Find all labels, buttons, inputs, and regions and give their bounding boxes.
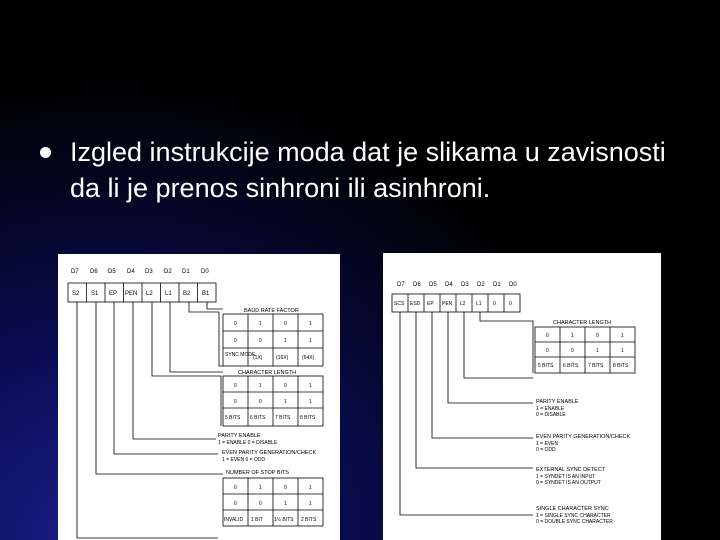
parity-enable-line: 1 = ENABLE bbox=[536, 406, 565, 412]
bit-label: D6 bbox=[413, 282, 421, 288]
cell: INVALID bbox=[224, 517, 244, 523]
cell: 1 bbox=[259, 321, 262, 327]
even-parity-title: EVEN PARITY GENERATION/CHECK bbox=[536, 434, 631, 440]
cell: 2 BITS bbox=[301, 517, 317, 523]
cell: 7 BITS bbox=[275, 415, 291, 421]
bit-name: 0 bbox=[509, 301, 512, 307]
cell: 0 bbox=[234, 338, 237, 344]
bit-label: D7 bbox=[71, 269, 79, 275]
cell: 0 bbox=[234, 321, 237, 327]
bit-name: ESD bbox=[410, 301, 421, 307]
bit-label: D0 bbox=[201, 269, 209, 275]
bit-label: D5 bbox=[108, 269, 116, 275]
cell: 0 bbox=[234, 399, 237, 405]
bit-label: D1 bbox=[493, 282, 501, 288]
parity-enable-title: PARITY ENABLE bbox=[218, 433, 261, 439]
async-mode-figure bbox=[58, 254, 340, 540]
cell: 0 bbox=[596, 333, 599, 339]
cell: (16X) bbox=[276, 355, 289, 361]
single-sync-title: SINGLE CHARACTER SYNC bbox=[536, 506, 609, 512]
async-mode-diagram bbox=[58, 254, 340, 540]
cell: 1 bbox=[284, 338, 287, 344]
bit-name: PEN bbox=[442, 301, 453, 307]
cell: 0 bbox=[234, 383, 237, 389]
bit-label: D2 bbox=[164, 269, 172, 275]
bit-name: EP bbox=[109, 291, 118, 297]
cell: 1 bbox=[259, 485, 262, 491]
bit-label: D0 bbox=[509, 282, 517, 288]
bit-label: D4 bbox=[445, 282, 453, 288]
cell: 7 BITS bbox=[588, 363, 604, 369]
even-parity-line: 0 = ODD bbox=[536, 447, 556, 453]
even-parity-title: EVEN PARITY GENERATION/CHECK bbox=[222, 450, 317, 456]
cell: 0 bbox=[259, 399, 262, 405]
bit-label: D3 bbox=[461, 282, 469, 288]
bit-name: S2 bbox=[72, 291, 80, 297]
cell: 1 bbox=[309, 321, 312, 327]
bit-name: S1 bbox=[91, 291, 99, 297]
bit-name: 0 bbox=[493, 301, 496, 307]
bit-name: EP bbox=[427, 301, 434, 307]
bit-label: D2 bbox=[477, 282, 485, 288]
cell: 1 bbox=[309, 501, 312, 507]
cell: 1 bbox=[284, 501, 287, 507]
even-parity-line: 1 = EVEN bbox=[536, 441, 559, 447]
cell: 5 BITS bbox=[538, 363, 554, 369]
cell: 1 bbox=[309, 383, 312, 389]
single-sync-line: 1 = SINGLE SYNC CHARACTER bbox=[536, 513, 611, 519]
cell: 1 bbox=[621, 333, 624, 339]
sync-mode-label: SYNC MODE bbox=[225, 352, 256, 358]
single-sync-line: 0 = DOUBLE SYNC CHARACTER bbox=[536, 519, 613, 525]
cell: 1 BIT bbox=[251, 517, 263, 523]
cell: 0 bbox=[259, 501, 262, 507]
cell: 5 BITS bbox=[225, 415, 241, 421]
char-length-title: CHARACTER LENGTH bbox=[238, 370, 297, 376]
cell: 1 bbox=[309, 399, 312, 405]
cell: 1 bbox=[309, 485, 312, 491]
cell: 0 bbox=[234, 501, 237, 507]
cell: 6 BITS bbox=[250, 415, 266, 421]
bit-label: D6 bbox=[90, 269, 98, 275]
bit-name: L2 bbox=[146, 291, 153, 297]
parity-enable-desc: 1 = ENABLE 0 = DISABLE bbox=[218, 440, 278, 446]
ext-sync-title: EXTERNAL SYNC DETECT bbox=[536, 467, 606, 473]
bullet-text: Izgled instrukcije moda dat je slikama u zavisnosti da li je prenos sinhroni ili asinhroni. bbox=[70, 137, 666, 203]
cell: 6 BITS bbox=[563, 363, 579, 369]
bullet-item bbox=[40, 134, 680, 206]
cell: 1 bbox=[284, 399, 287, 405]
ext-sync-line: 0 = SYNDET IS AN OUTPUT bbox=[536, 480, 601, 486]
bit-name: L1 bbox=[476, 301, 482, 307]
baud-rate-title: BAUD RATE FACTOR bbox=[244, 308, 299, 314]
bit-name: L2 bbox=[460, 301, 466, 307]
sync-mode-diagram bbox=[383, 253, 661, 540]
bullet-dot bbox=[40, 147, 51, 158]
parity-enable-line: 0 = DISABLE bbox=[536, 412, 566, 418]
cell: 0 bbox=[284, 383, 287, 389]
async-bit-names bbox=[72, 291, 210, 297]
bit-label: D4 bbox=[127, 269, 135, 275]
bit-name: L1 bbox=[165, 291, 172, 297]
cell: 1 bbox=[571, 333, 574, 339]
bit-label: D3 bbox=[145, 269, 153, 275]
cell: 1½ BITS bbox=[274, 517, 294, 523]
cell: 1 bbox=[259, 383, 262, 389]
bit-label: D7 bbox=[397, 282, 405, 288]
cell: 0 bbox=[284, 321, 287, 327]
cell: 0 bbox=[571, 348, 574, 354]
bit-label: D1 bbox=[182, 269, 190, 275]
cell: (1X) bbox=[253, 355, 263, 361]
bit-label: D5 bbox=[429, 282, 437, 288]
cell: 0 bbox=[284, 485, 287, 491]
char-length-title: CHARACTER LENGTH bbox=[553, 320, 612, 326]
bit-name: PEN bbox=[125, 291, 138, 297]
cell: 0 bbox=[259, 338, 262, 344]
cell: 1 bbox=[309, 338, 312, 344]
ext-sync-line: 1 = SYNDET IS AN INPUT bbox=[536, 474, 596, 480]
cell: 0 bbox=[546, 333, 549, 339]
sync-mode-figure bbox=[383, 253, 661, 540]
async-bit-labels bbox=[71, 269, 209, 275]
bit-name: B1 bbox=[202, 291, 210, 297]
cell: 1 bbox=[621, 348, 624, 354]
parity-enable-title: PARITY ENABLE bbox=[536, 399, 579, 405]
cell: 1 bbox=[596, 348, 599, 354]
even-parity-desc: 1 = EVEN 0 = ODD bbox=[222, 457, 266, 463]
cell: 0 bbox=[546, 348, 549, 354]
cell: (64X) bbox=[302, 355, 315, 361]
cell: 8 BITS bbox=[300, 415, 316, 421]
bit-name: SCS bbox=[394, 301, 405, 307]
cell: 0 bbox=[234, 485, 237, 491]
stop-bits-title: NUMBER OF STOP BITS bbox=[226, 470, 290, 476]
cell: 8 BITS bbox=[613, 363, 629, 369]
bit-name: B2 bbox=[183, 291, 191, 297]
